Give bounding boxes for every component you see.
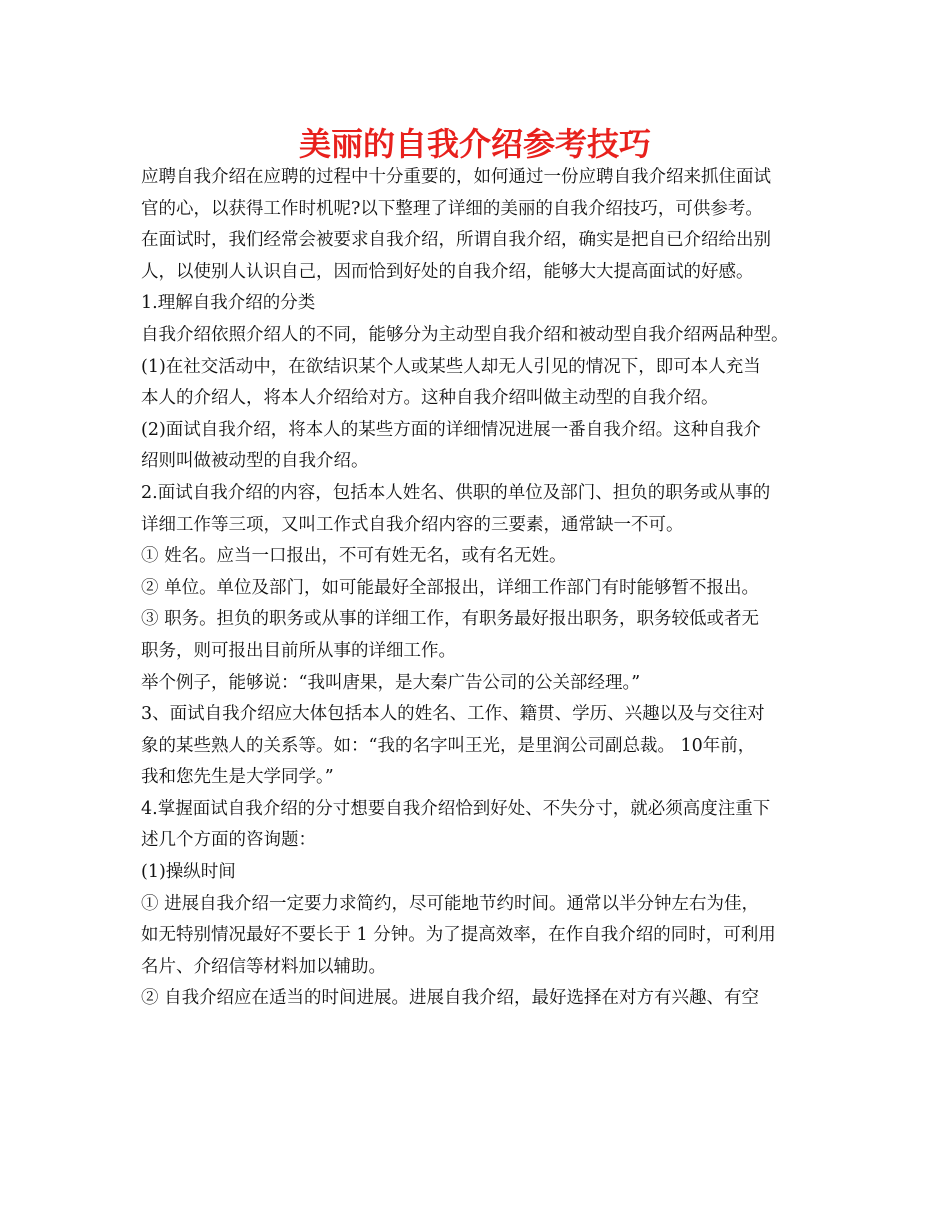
document-title: 美丽的自我介绍参考技巧 [298,125,651,163]
body-line: 本人的介绍人，将本人介绍给对方。这种自我介绍叫做主动型的自我介绍。 [141,388,719,409]
body-line: 人，以使别人认识自己，因而恰到好处的自我介绍，能够大大提高面试的好感。 [141,261,754,282]
list-item: ① 进展自我介绍一定要力求简约，尽可能地节约时间。通常以半分钟左右为佳， [141,893,760,914]
list-item-unit: ② 单位。单位及部门，如可能最好全部报出，详细工作部门有时能够暂不报出。 [141,577,760,598]
body-line: 绍则叫做被动型的自我介绍。 [141,451,369,472]
body-line: 官的心，以获得工作时机呢?以下整理了详细的美丽的自我介绍技巧，可供参考。 [141,198,763,219]
body-line: (2)面试自我介绍，将本人的某些方面的详细情况进展一番自我介绍。这种自我介 [141,419,761,440]
body-line: 述几个方面的咨询题： [141,830,316,851]
section-heading-2: 2.面试自我介绍的内容，包括本人姓名、供职的单位及部门、担负的职务或从事的 [141,482,771,503]
example-line: 举个例子，能够说：“我叫唐果，是大秦广告公司的公关部经理。” [141,672,641,693]
list-item-position: ③ 职务。担负的职务或从事的详细工作，有职务最好报出职务，职务较低或者无 [141,609,760,630]
body-line: 名片、介绍信等材料加以辅助。 [141,956,386,977]
document-body [141,162,821,1015]
body-line: 象的某些熟人的关系等。如：“我的名字叫王光，是里润公司副总裁。 10年前， [141,735,756,756]
section-heading-4: 4.掌握面试自我介绍的分寸想要自我介绍恰到好处、不失分寸，就必须高度注重下 [141,798,771,819]
body-line: 详细工作等三项，又叫工作式自我介绍内容的三要素，通常缺一不可。 [141,514,684,535]
list-item: ② 自我介绍应在适当的时间进展。进展自我介绍，最好选择在对方有兴趣、有空 [141,988,760,1009]
body-line: 在面试时，我们经常会被要求自我介绍，所谓自我介绍，确实是把自已介绍给出别 [141,230,771,251]
section-heading-1: 1.理解自我介绍的分类 [141,293,316,314]
body-line: 我和您先生是大学同学。” [141,767,334,788]
body-line: 自我介绍依照介绍人的不同，能够分为主动型自我介绍和被动型自我介绍两品种型。 [141,324,789,345]
body-line: 应聘自我介绍在应聘的过程中十分重要的，如何通过一份应聘自我介绍来抓住面试 [141,167,771,187]
body-line: (1)在社交活动中，在欲结识某个人或某些人却无人引见的情况下，即可本人充当 [141,356,761,377]
body-line: 如无特别情况最好不要长于 1 分钟。为了提高效率，在作自我介绍的同时，可利用 [141,925,776,946]
list-item-name: ① 姓名。应当一口报出，不可有姓无名，或有名无姓。 [141,546,567,567]
section-heading-3: 3、面试自我介绍应大体包括本人的姓名、工作、籍贯、学历、兴趣以及与交往对 [141,704,765,725]
body-line: 职务，则可报出目前所从事的详细工作。 [141,640,456,661]
subsection-heading: (1)操纵时间 [141,862,236,883]
